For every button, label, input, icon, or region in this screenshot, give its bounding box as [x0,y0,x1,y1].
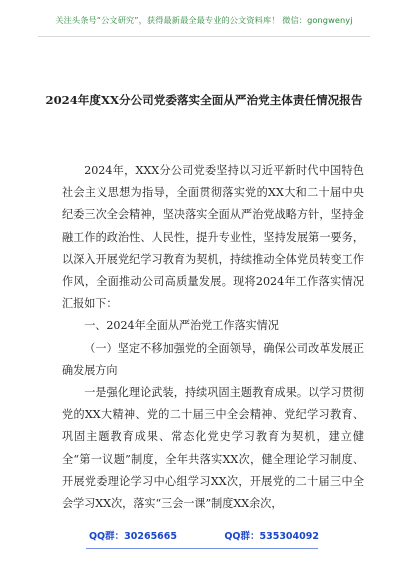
section-heading-1: 一、2024年全面从严治党工作落实情况 [84,319,279,333]
footer-contacts [0,528,408,542]
top-banner [0,0,408,40]
paragraph-theory: 一是强化理论武装，持续巩固主题教育成果。以学习贯彻党的XX大精神、党的二十届三中全会精神、党纪学习教育、巩固主题教育成果、常态化党史学习教育为契机，建立健全“第一议题”制度，全年共落实XX次，健全理论学习制度、开展党委理论学习中心组学习XX次，开展党的二十届三中全会学习XX次，落实“三会一课”制度XX余次， [62,386,364,511]
document-title: 2024年度XX分公司党委落实全面从严治党主体责任情况报告 [45,93,363,107]
document-body [62,160,364,515]
subsection-heading-1: （一）坚定不移加强党的全面领导，确保公司改革发展正确发展方向 [62,341,364,377]
qq-group-2: QQ群：535304092 [224,531,319,542]
header-divider [38,36,370,37]
banner-text: 关注头条号“公文研究”，获得最新最全最专业的公文资料库！ 微信：gongwenyj [55,15,353,25]
footer-underline [86,548,318,549]
paragraph-intro: 2024年，XXX分公司党委坚持以习近平新时代中国特色社会主义思想为指导，全面贯彻落实党的XX大和二十届中央纪委三次全会精神，坚决落实全面从严治党战略方针，坚持金融工作的政治性、人民性，提升专业性，坚持发展第一要务，以深入开展党纪学习教育为契机，持续推动全体党员转变工作作风，全面推动公司高质量发展。现将2024年工作落实情况汇报如下： [62,164,364,311]
qq-group-1: QQ群：30265665 [88,531,178,542]
